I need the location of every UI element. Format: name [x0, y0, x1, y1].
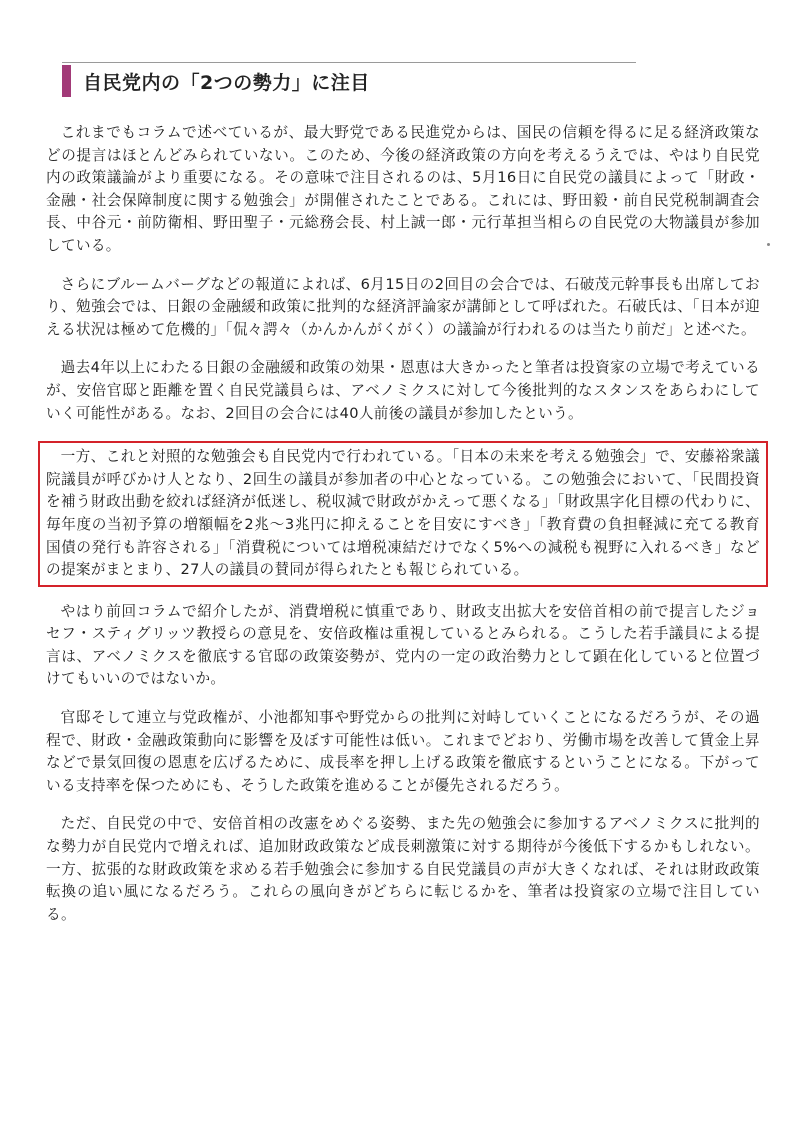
heading-title: 自民党内の「2つの勢力」に注目	[83, 71, 370, 94]
paragraph-3: 過去4年以上にわたる日銀の金融緩和政策の効果・恩恵は大きかったと筆者は投資家の立場で考えているが、安倍官邸と距離を置く自民党議員らは、アベノミクスに対して今後批判的なスタンスをあらわにしていく可能性がある。なお、2回目の会合には40人前後の議員が参加したという。	[46, 359, 760, 422]
heading-accent-bar	[62, 65, 71, 97]
highlight-box	[38, 441, 768, 587]
top-rule	[62, 62, 636, 63]
article-body	[46, 122, 760, 942]
paragraph-4-highlighted: 一方、これと対照的な勉強会も自民党内で行われている。「日本の未来を考える勉強会」で、安藤裕衆議院議員が呼びかけ人となり、2回生の議員が参加者の中心となっている。この勉強会において、「民間投資を補う財政出動を絞れば経済が低迷し、税収減で財政がかえって悪くなる」「財政黒字化目標の代わりに、毎年度の当初予算の増額幅を2兆～3兆円に抑えることを目安にすべき」「教育費の負担軽減に充てる教育国債の発行も許容される」「消費税については増税凍結だけでなく5%への減税も視野に入れるべき」などの提案がまとまり、27人の議員の賛同が得られたとも報じられている。	[46, 448, 760, 579]
paragraph-1: これまでもコラムで述べているが、最大野党である民進党からは、国民の信頼を得るに足る経済政策などの提言はほとんどみられていない。このため、今後の経済政策の方向を考えるうえでは、やはり自民党内の政策議論がより重要になる。その意味で注目されるのは、5月16日に自民党の議員によって「財政・金融・社会保障制度に関する勉強会」が開催されたことである。これには、野田毅・前自民党税制調査会長、中谷元・前防衛相、野田聖子・元総務会長、村上誠一郎・元行革担当相らの自民党の大物議員が参加している。	[46, 124, 760, 254]
section-heading	[62, 64, 370, 98]
paragraph-5: やはり前回コラムで紹介したが、消費増税に慎重であり、財政支出拡大を安倍首相の前で提言したジョセフ・スティグリッツ教授らの意見を、安倍政権は重視しているとみられる。こうした若手議員による提言は、アベノミクスを徹底する官邸の政策姿勢が、党内の一定の政治勢力として顕在化していると位置づけてもいいのではないか。	[46, 602, 760, 688]
paragraph-6: 官邸そして連立与党政権が、小池都知事や野党からの批判に対峙していくことになるだろうが、その過程で、財政・金融政策動向に影響を及ぼす可能性は低い。これまでどおり、労働市場を改善して賃金上昇などで景気回復の恩恵を広げるために、成長率を押し上げる政策を徹底するということになる。下がっている支持率を保つためにも、そうした政策を進めることが優先されるだろう。	[46, 709, 760, 794]
paragraph-7: ただ、自民党の中で、安倍首相の改憲をめぐる姿勢、また先の勉強会に参加するアベノミクスに批判的な勢力が自民党内で増えれば、追加財政政策など成長刺激策に対する期待が今後低下するかもしれない。一方、拡張的な財政政策を求める若手勉強会に参加する自民党議員の声が大きくなれば、それは財政政策転換の追い風になるだろう。これらの風向きがどちらに転じるかを、筆者は投資家の立場で注目している。	[46, 815, 760, 923]
paragraph-2: さらにブルームバーグなどの報道によれば、6月15日の2回目の会合では、石破茂元幹事長も出席しており、勉強会では、日銀の金融緩和政策に批判的な経済評論家が講師として呼ばれた。石破氏は、「日本が迎える状況は極めて危機的」「侃々諤々（かんかんがくがく）の議論が行われるのは当たり前だ」と述べた。	[46, 275, 760, 338]
scan-speck	[767, 243, 770, 246]
